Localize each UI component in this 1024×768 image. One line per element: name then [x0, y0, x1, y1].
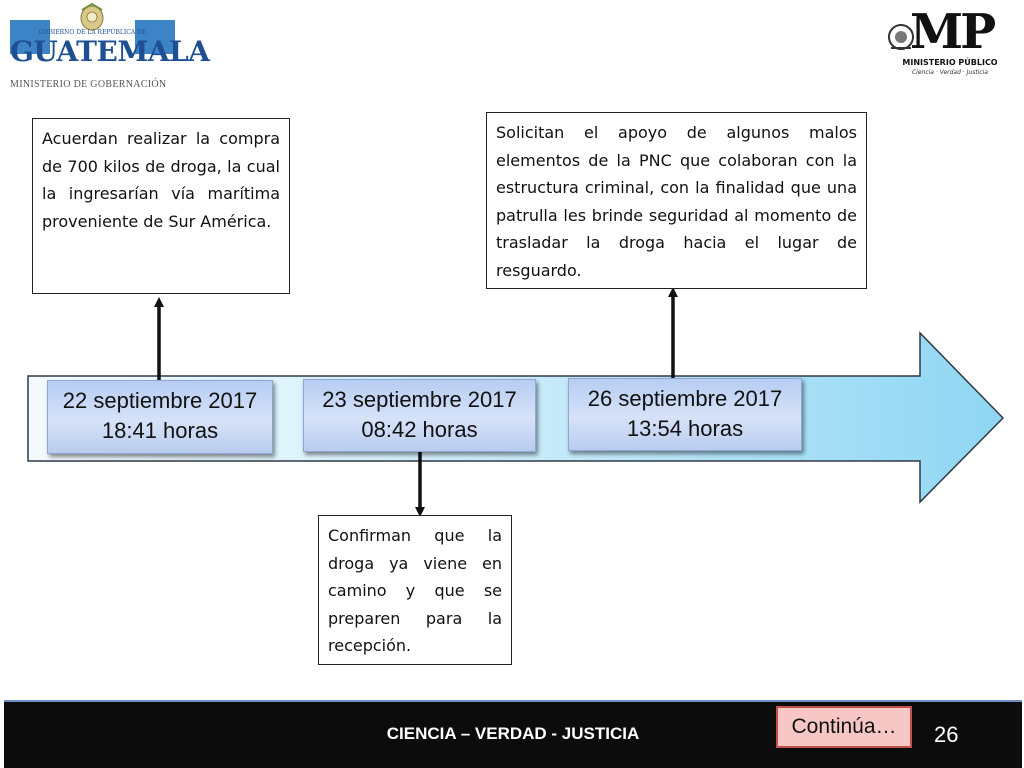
mp-letters: MP: [910, 4, 994, 60]
date-label: 23 septiembre 2017: [322, 387, 517, 412]
footer-bar: [4, 700, 1022, 768]
ministry-name: MINISTERIO DE GOBERNACIÓN: [10, 79, 167, 90]
mp-name: MINISTERIO PÚBLICO: [902, 58, 998, 67]
government-label: GOBIERNO DE LA REPÚBLICA DE: [38, 29, 147, 36]
time-label: 13:54 horas: [626, 416, 744, 441]
event-description-3: Solicitan el apoyo de algunos malos elementos de la PNC que colaboran con la estructura criminal, con la finalidad que una patrulla les brinde seguridad al momento de trasladar la droga hacia el lugar de resguardo.: [486, 112, 867, 289]
continue-button[interactable]: Continúa…: [776, 706, 912, 748]
page-number: 26: [934, 722, 959, 747]
mp-motto: Ciencia · Verdad · Justicia: [911, 69, 988, 76]
event-description-1: Acuerdan realizar la compra de 700 kilos de droga, la cual la ingresarían vía marítima proveniente de Sur América.: [32, 118, 290, 294]
event-description-2: Confirman que la droga ya viene en camino y que se preparen para la recepción.: [318, 515, 512, 665]
date-label: 22 septiembre 2017: [62, 388, 258, 413]
time-label: 18:41 horas: [101, 418, 219, 443]
date-box-2: [303, 379, 536, 452]
date-box-1: [47, 380, 273, 454]
date-box-3: [568, 378, 802, 451]
date-label: 26 septiembre 2017: [587, 386, 783, 411]
time-label: 08:42 horas: [361, 417, 478, 442]
country-name: GUATEMALA: [10, 35, 210, 68]
footer-motto: CIENCIA – VERDAD - JUSTICIA: [386, 724, 640, 743]
